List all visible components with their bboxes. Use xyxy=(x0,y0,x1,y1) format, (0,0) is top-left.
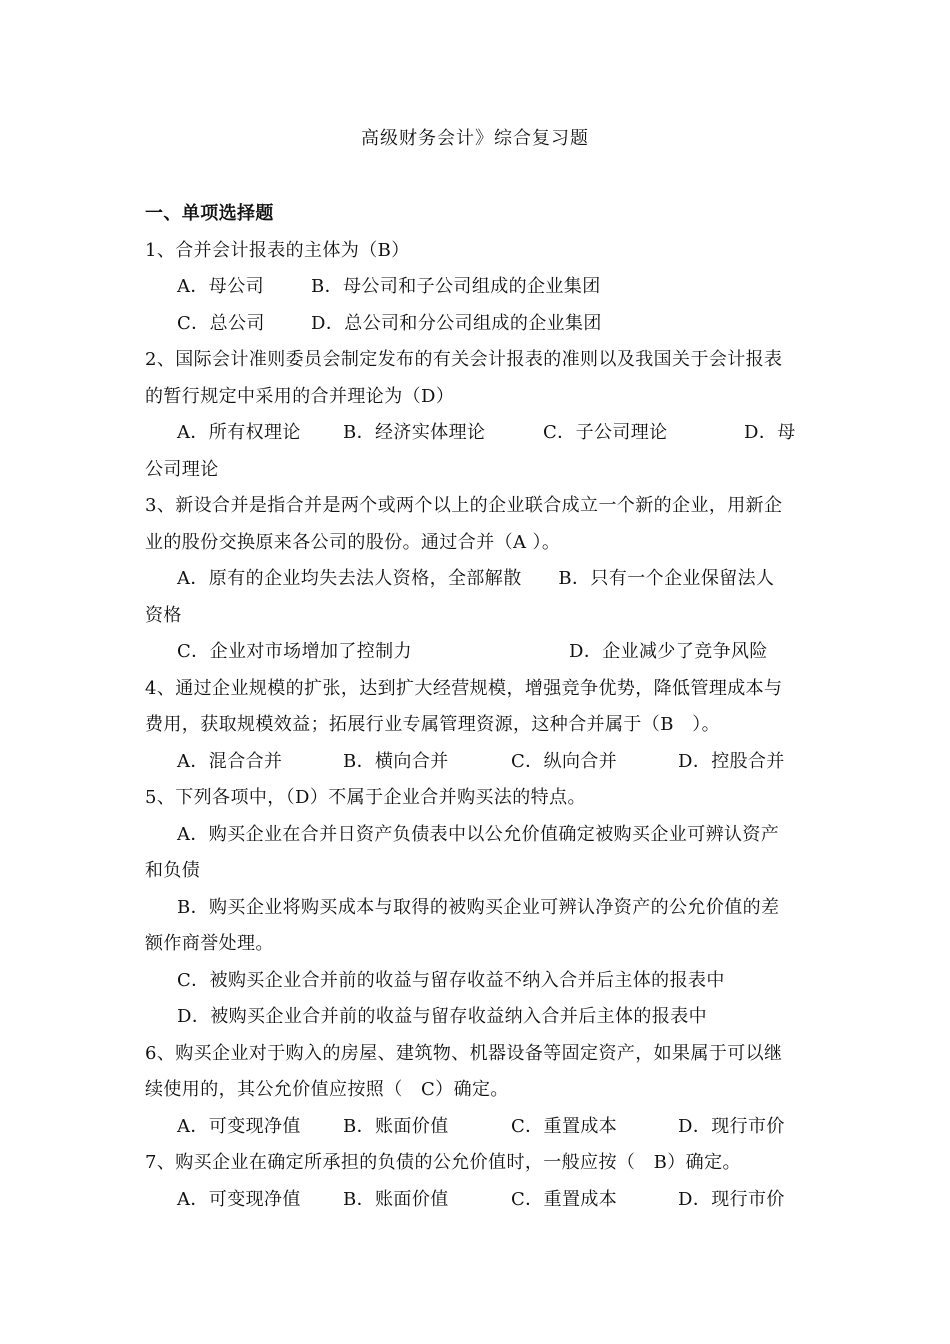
question-2-option-d: D．母 xyxy=(744,422,796,443)
question-2-stem-line-2: 的暂行规定中采用的合并理论为（D） xyxy=(145,385,455,407)
question-2-stem-line-1: 2、国际会计准则委员会制定发布的有关会计报表的准则以及我国关于会计报表 xyxy=(145,349,783,370)
question-6-options-row xyxy=(145,1109,810,1146)
question-5-option-b: B．购买企业将购买成本与取得的被购买企业可辨认净资产的公允价值的差 xyxy=(177,896,780,918)
section-heading: 一、单项选择题 xyxy=(145,203,274,224)
question-4-option-c: C．纵向合并 xyxy=(511,750,618,772)
question-4-option-b: B．横向合并 xyxy=(343,750,449,772)
question-2-option-d-continued: 公司理论 xyxy=(145,458,219,480)
question-1-option-b: B．母公司和子公司组成的企业集团 xyxy=(311,276,601,297)
question-4-option-d: D．控股合并 xyxy=(678,750,785,772)
question-5-option-d: D．被购买企业合并前的收益与留存收益纳入合并后主体的报表中 xyxy=(177,1006,708,1027)
question-7-option-c: C．重置成本 xyxy=(511,1188,618,1210)
question-7-option-a: A．可变现净值 xyxy=(177,1188,301,1210)
question-1-options-row-2 xyxy=(145,306,810,343)
question-5-option-c: C．被购买企业合并前的收益与留存收益不纳入合并后主体的报表中 xyxy=(177,969,725,991)
question-3-options-row-cd xyxy=(145,634,810,671)
question-3-options-ab: A．原有的企业均失去法人资格，全部解散 B．只有一个企业保留法人 xyxy=(177,568,775,589)
question-1-option-a: A．母公司 xyxy=(177,276,264,297)
question-1-option-c: C．总公司 xyxy=(177,312,265,334)
question-2-options-row xyxy=(145,415,810,452)
question-3-option-c: C．企业对市场增加了控制力 xyxy=(177,641,412,662)
question-2-option-a: A．所有权理论 xyxy=(177,422,301,443)
document-title: 高级财务会计》综合复习题 xyxy=(361,128,589,149)
question-4-stem-line-1: 4、通过企业规模的扩张，达到扩大经营规模，增强竞争优势，降低管理成本与 xyxy=(145,677,783,699)
question-4-option-a: A．混合合并 xyxy=(177,750,283,772)
question-7-stem: 7、购买企业在确定所承担的负债的公允价值时，一般应按（ B）确定。 xyxy=(145,1152,741,1173)
question-4-options-row xyxy=(145,744,810,781)
question-6-stem-line-1: 6、购买企业对于购入的房屋、建筑物、机器设备等固定资产，如果属于可以继 xyxy=(145,1042,783,1064)
question-3-option-d: D．企业减少了竞争风险 xyxy=(569,641,768,662)
question-6-option-c: C．重置成本 xyxy=(511,1115,618,1137)
question-2-option-c: C．子公司理论 xyxy=(543,422,668,443)
question-5-option-b-continued: 额作商誉处理。 xyxy=(145,933,274,954)
question-7-options-row xyxy=(145,1182,810,1219)
question-3-stem-line-1: 3、新设合并是指合并是两个或两个以上的企业联合成立一个新的企业，用新企 xyxy=(145,495,783,516)
question-7-option-d: D．现行市价 xyxy=(678,1188,785,1210)
question-6-option-b: B．账面价值 xyxy=(343,1115,449,1137)
question-6-option-a: A．可变现净值 xyxy=(177,1115,301,1137)
question-6-stem-line-2: 续使用的，其公允价值应按照（ C）确定。 xyxy=(145,1079,509,1100)
document-body xyxy=(145,196,810,1218)
question-5-option-a: A．购买企业在合并日资产负债表中以公允价值确定被购买企业可辨认资产 xyxy=(177,823,780,845)
question-6-option-d: D．现行市价 xyxy=(678,1115,785,1137)
question-5-stem: 5、下列各项中，（D）不属于企业合并购买法的特点。 xyxy=(145,787,586,808)
question-1-option-d: D．总公司和分公司组成的企业集团 xyxy=(311,312,602,334)
question-1-options-row-1 xyxy=(145,269,810,306)
question-4-stem-line-2: 费用，获取规模效益；拓展行业专属管理资源，这种合并属于（B ）。 xyxy=(145,714,721,735)
question-1-stem: 1、合并会计报表的主体为（B） xyxy=(145,239,410,261)
question-7-option-b: B．账面价值 xyxy=(343,1188,449,1210)
question-3-options-ab-continued: 资格 xyxy=(145,604,182,626)
question-3-stem-line-2: 业的股份交换原来各公司的股份。通过合并（A ）。 xyxy=(145,531,561,553)
question-2-option-b: B．经济实体理论 xyxy=(343,422,486,443)
question-5-option-a-continued: 和负债 xyxy=(145,860,201,881)
